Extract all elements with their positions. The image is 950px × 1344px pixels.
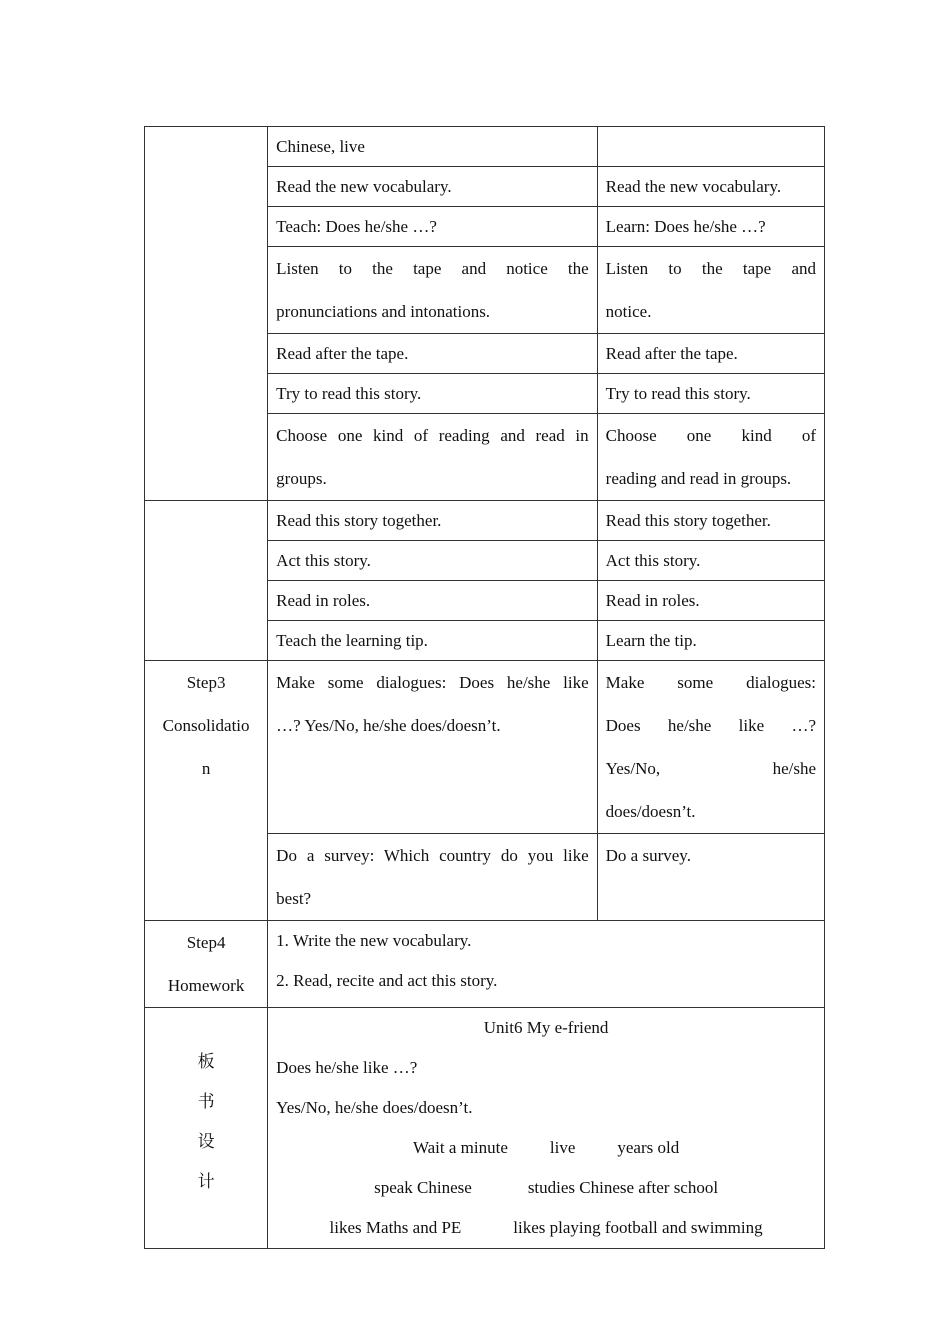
teacher-activity-line: …? Yes/No, he/she does/doesn’t. [276,716,501,735]
teacher-activity: Teach the learning tip. [268,621,597,661]
student-activity: Read in roles. [597,581,824,621]
student-activity: Read this story together. [597,501,824,541]
teacher-activity: Read this story together. [268,501,597,541]
student-activity [597,661,824,834]
teacher-activity-line: pronunciations and intonations. [276,302,491,321]
board-phrase: likes playing football and swimming [513,1218,763,1237]
step-label-line: Consolidatio [162,716,250,735]
table-row [145,921,825,1008]
teacher-activity-line: Do a survey: Which country do you like [276,846,589,865]
teacher-activity [268,834,597,921]
student-activity-line: reading and read in groups. [605,469,792,488]
student-activity-line: Does he/she like …? [605,716,816,735]
step-label-homework [145,921,268,1008]
board-phrase-row [276,1208,816,1248]
teacher-activity-line: Choose one kind of reading and read in [276,426,589,445]
teacher-activity-line: groups. [276,469,327,488]
board-line: Does he/she like …? [276,1058,418,1077]
board-design-label [145,1008,268,1249]
table-row [145,661,825,834]
step-label-line: n [201,759,211,778]
table-row [145,127,825,167]
homework-item: 2. Read, recite and act this story. [276,971,498,990]
teacher-activity [268,414,597,501]
board-phrase-row [276,1128,816,1168]
teacher-activity: Try to read this story. [268,374,597,414]
step-cell-empty [145,501,268,661]
step-label-line: Step4 [186,933,226,952]
board-title: Unit6 My e-friend [483,1018,609,1037]
teacher-activity-line: best? [276,889,312,908]
lesson-plan-table [144,126,825,1249]
table-row [145,1008,825,1249]
board-phrase: likes Maths and PE [329,1218,462,1237]
student-activity-line: notice. [605,302,652,321]
student-activity: Learn the tip. [597,621,824,661]
teacher-activity [268,661,597,834]
board-phrase: Wait a minute [412,1138,508,1157]
board-label-char: 设 [197,1132,215,1152]
student-activity [597,127,824,167]
student-activity-line: does/doesn’t. [605,802,696,821]
table-row [145,501,825,541]
teacher-activity: Read after the tape. [268,334,597,374]
teacher-activity-line: Make some dialogues: Does he/she like [276,673,589,692]
teacher-activity: Act this story. [268,541,597,581]
board-label-char: 计 [197,1172,215,1192]
step-label-consolidation [145,661,268,921]
student-activity: Do a survey. [597,834,824,921]
student-activity-line: Choose one kind of [605,426,816,445]
student-activity [597,414,824,501]
board-phrase: years old [617,1138,680,1157]
student-activity: Read after the tape. [597,334,824,374]
teacher-activity [268,247,597,334]
board-design-content [268,1008,825,1249]
board-phrase: studies Chinese after school [527,1178,719,1197]
board-phrase: speak Chinese [374,1178,472,1197]
student-activity: Act this story. [597,541,824,581]
homework-content [268,921,825,1008]
teacher-activity: Read the new vocabulary. [268,167,597,207]
step-cell-empty [145,127,268,501]
homework-item: 1. Write the new vocabulary. [276,931,472,950]
step-label-line: Homework [167,976,245,995]
teacher-activity: Teach: Does he/she …? [268,207,597,247]
board-phrase-row [276,1168,816,1208]
board-label-char: 板 [197,1052,215,1072]
board-phrase: live [549,1138,576,1157]
board-label-char: 书 [197,1092,215,1112]
student-activity: Read the new vocabulary. [597,167,824,207]
teacher-activity-line: Listen to the tape and notice the [276,259,589,278]
teacher-activity: Chinese, live [268,127,597,167]
student-activity: Try to read this story. [597,374,824,414]
student-activity [597,247,824,334]
board-line: Yes/No, he/she does/doesn’t. [276,1098,473,1117]
student-activity-line: Make some dialogues: [605,673,816,692]
student-activity-line: Listen to the tape and [605,259,816,278]
student-activity-line: Yes/No, he/she [605,759,816,778]
step-label-line: Step3 [186,673,226,692]
teacher-activity: Read in roles. [268,581,597,621]
student-activity: Learn: Does he/she …? [597,207,824,247]
